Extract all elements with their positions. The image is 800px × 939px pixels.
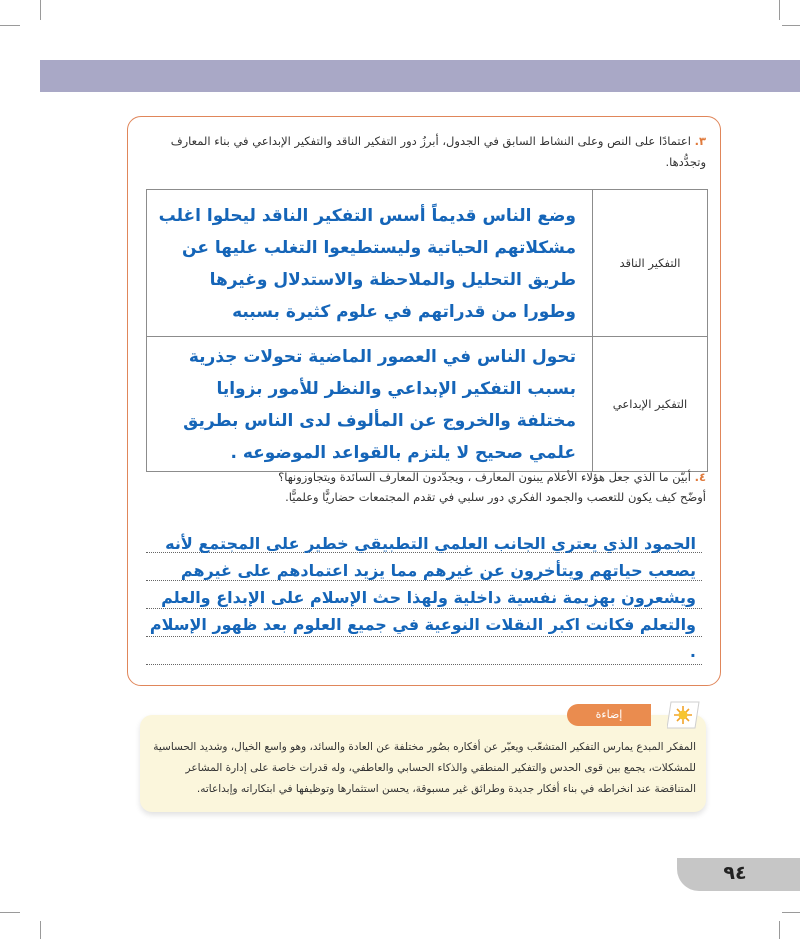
handwritten-answer[interactable]: تحول الناس في العصور الماضية تحولات جذرية بسبب التفكير الإبداعي والنظر للأمور بزوايا مختلفة والخروج عن المألوف لدى الناس بطريق علمي صحيح لا يلتزم بالقواعد الموضوعه . <box>147 337 593 472</box>
crop-mark <box>782 912 800 913</box>
header-band <box>40 60 800 92</box>
question-prompt: اعتمادًا على النص وعلى النشاط السابق في الجدول، أبرزُ دور التفكير الناقد والتفكير الإبداعي في بناء المعارف وتجدُّدها. <box>170 134 706 169</box>
page-number: ٩٤ <box>723 862 747 884</box>
sun-icon <box>667 700 701 730</box>
exercise-card <box>127 116 721 686</box>
question-number: ٣. <box>694 134 706 148</box>
crop-mark <box>782 25 800 26</box>
thinking-table <box>146 189 708 472</box>
row-label: التفكير الناقد <box>593 190 708 337</box>
crop-mark <box>0 25 20 26</box>
question-3 <box>146 131 706 173</box>
crop-mark <box>779 0 780 20</box>
table-row <box>147 190 708 337</box>
row-label: التفكير الإبداعي <box>593 337 708 472</box>
crop-mark <box>40 921 41 939</box>
crop-mark <box>40 0 41 20</box>
question-number: ٤. <box>694 470 706 484</box>
question-text: أبيّن ما الذي جعل هؤلاء الأعلام يبنون المعارف ، ويجدّدون المعارف السائدة ويتجاوزونها؟ <box>278 470 691 484</box>
handwritten-answer[interactable]: وضع الناس قديماً أسس التفكير الناقد ليحلوا اغلب مشكلاتهم الحياتية وليستطيعوا التغلب عليها عن طريق التحليل والملاحظة والاستدلال وغيرها وطورا من قدراتهم في علوم كثيرة بسببه <box>147 190 593 337</box>
handwritten-answer[interactable]: الجمود الذي يعتري الجانب العلمي التطبيقي خطير على المجتمع لأنه يصعب حياتهم ويتأخرون عن غيرهم مما يزيد اعتمادهم على غيرهم ويشعرون بهزيمة نفسية داخلية ولهذا حث الإسلام على الإبداع والعلم والتعلم فكانت اكبر النقلات النوعية في جميع العلوم بعد ظهور الإسلام . <box>149 534 696 661</box>
question-4 <box>146 467 706 507</box>
question-line <box>146 467 706 487</box>
table-row <box>147 337 708 472</box>
crop-mark <box>0 912 20 913</box>
tip-text: المفكر المبدع يمارس التفكير المتشعّب ويعبّر عن أفكاره بصُور مختلفة عن العادة والسائد، وهو واسع الخيال، وشديد الحساسية للمشكلات، يجمع بين قوى الحدس والتفكير المنطقي والذكاء الحسابي والعاطفي، وله قدرات خاصة على إدارة المشاعر المتناقضة عند انخراطه في بناء أفكار جديدة وطرائق غير مسبوقة، يحسن استثمارها وتوظيفها في ابتكاراته وإبداعاته. <box>153 741 696 795</box>
crop-mark <box>779 921 780 939</box>
question-line: أوضّح كيف يكون للتعصب والجمود الفكري دور سلبي في تقدم المجتمعات حضاريًّا وعلميًّا. <box>285 490 706 504</box>
tip-title: إضاءة <box>567 704 651 726</box>
